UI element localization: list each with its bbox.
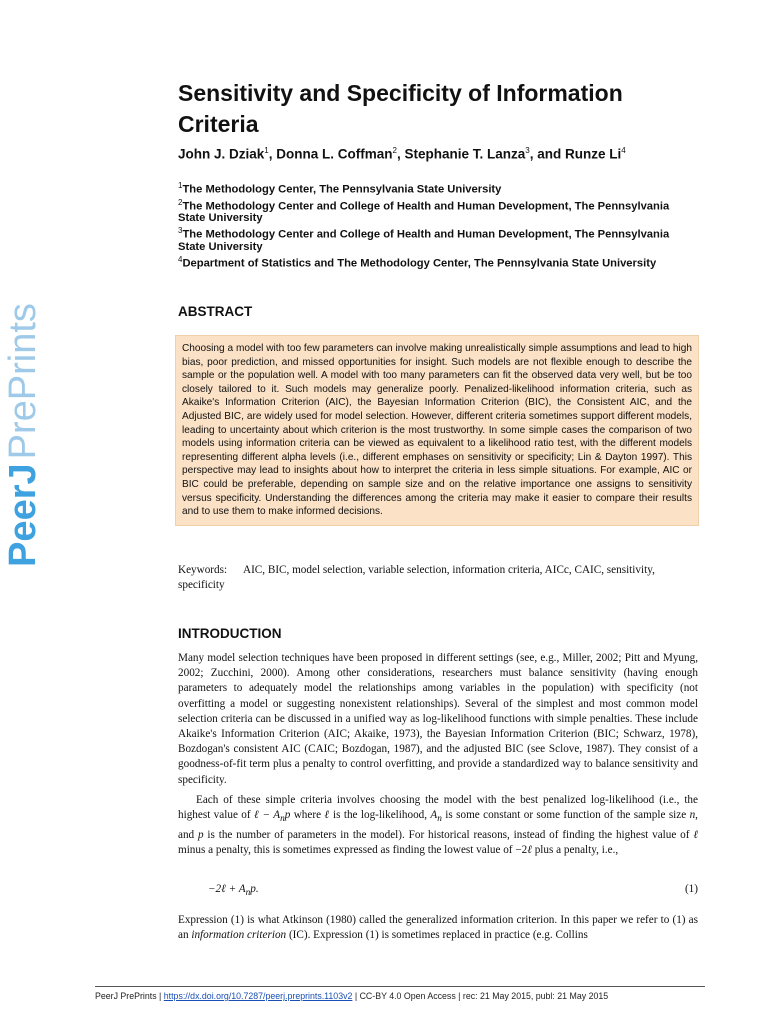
author-name: Runze Li xyxy=(564,146,622,162)
text-run: Expression (1) is what Atkinson (1980) called the generalized information criterion. In this paper we refer to (1) as an xyxy=(178,914,698,942)
author-separator: , xyxy=(396,146,405,162)
author-separator: , and xyxy=(529,146,565,162)
author-name: John J. Dziak xyxy=(178,146,265,162)
math-run: p xyxy=(198,828,204,841)
equation-subscript: n xyxy=(245,888,251,899)
author-name: Donna L. Coffman xyxy=(276,146,393,162)
affiliation-text: The Methodology Center and College of Health and Human Development, The Pennsylvania State University xyxy=(178,200,670,225)
affiliation-sup: 4 xyxy=(178,255,183,265)
math-run: ℓ xyxy=(693,828,698,841)
math-run: ℓ xyxy=(527,843,532,856)
affiliation xyxy=(178,225,698,253)
text-run: where xyxy=(290,809,325,822)
page-footer xyxy=(95,986,705,1001)
equation-part: −2ℓ + A xyxy=(208,883,246,895)
affiliation-text: The Methodology Center, The Pennsylvania State University xyxy=(182,183,502,196)
body-paragraph xyxy=(178,913,698,943)
author-sup: 1 xyxy=(264,146,269,155)
author-list xyxy=(178,146,698,162)
text-run: minus a penalty, this is sometimes expressed as finding the lowest value of −2 xyxy=(178,843,528,856)
author-sup: 2 xyxy=(392,146,397,155)
text-run: is the number of parameters in the model). For historical reasons, instead of finding the highest value of xyxy=(203,828,694,841)
author-sup: 4 xyxy=(621,146,626,155)
text-run: Each of these simple criteria involves choosing the model with the best penalized log-likelihood (i.e., the highest value of xyxy=(178,794,698,822)
equation-number: (1) xyxy=(684,883,698,895)
text-run: , and xyxy=(178,809,698,841)
math-run: n xyxy=(689,809,696,822)
math-run: p xyxy=(284,809,291,822)
math-run: ℓ − A xyxy=(253,809,281,822)
author-name: Stephanie T. Lanza xyxy=(404,146,526,162)
affiliation-sup: 1 xyxy=(178,181,183,190)
math-run: ℓ xyxy=(324,809,330,822)
author-sup: 3 xyxy=(525,146,530,155)
affiliation-text: The Methodology Center and College of Health and Human Development, The Pennsylvania State University xyxy=(178,229,670,254)
emphasis-run: information criterion xyxy=(191,929,287,942)
keywords-label: Keywords: xyxy=(178,564,228,576)
introduction-heading: INTRODUCTION xyxy=(178,626,282,641)
body-paragraph xyxy=(178,793,698,858)
abstract-heading: ABSTRACT xyxy=(178,304,253,319)
affiliation xyxy=(178,197,698,225)
affiliation-sup: 3 xyxy=(178,226,183,236)
text-run: plus a penalty, i.e., xyxy=(531,843,619,856)
footer-source: PeerJ PrePrints | xyxy=(95,991,164,1001)
keywords xyxy=(178,563,698,593)
affiliation-sup: 2 xyxy=(178,197,183,207)
brand-j: J xyxy=(2,463,44,485)
math-subscript: n xyxy=(437,814,442,825)
equation-1 xyxy=(178,883,698,899)
author-separator: , xyxy=(268,146,277,162)
math-subscript: n xyxy=(280,814,285,825)
equation-part: p. xyxy=(250,883,259,895)
doi-link[interactable]: https://dx.doi.org/10.7287/peerj.preprints.1103v2 xyxy=(163,991,353,1001)
abstract-box: Choosing a model with too few parameters can involve making unrealistically simple assumptions and lead to high bias, poor prediction, and missed opportunities for insight. Such models are not flexible enough to describe the sample or the population well. A model with too many parameters can fit the observed data very well, but be too closely tailored to it. Such models may generalize poorly. Penalized-likelihood information criteria, such as Akaike's Information Criterion (AIC), the Bayesian Information Criterion (BIC), the Consistent AIC, and the Adjusted BIC, are widely used for model selection. However, different criteria sometimes support different models, leading to uncertainty about which criterion is the most trustworthy. In some simple cases the comparison of two models using information criteria can be viewed as equivalent to a likelihood ratio test, with the different models representing different alpha levels (i.e., different emphases on sensitivity or specificity; Lin & Dayton 1997). This perspective may lead to insights about how to interpret the criteria in less simple situations. For example, AIC or BIC could be preferable, depending on sample size and on the relative importance one assigns to sensitivity versus specificity. Understanding the differences among the criteria may make it easier to compare their results and to use them to make informed decisions. xyxy=(175,335,699,526)
equation-expression xyxy=(208,883,259,898)
affiliation xyxy=(178,180,698,196)
text-run: (IC). Expression (1) is sometimes replaced in practice (e.g. Collins xyxy=(286,929,588,942)
brand-preprints: PrePrints xyxy=(2,303,44,460)
footer-license: | CC-BY 4.0 Open Access | rec: 21 May 2015, publ: 21 May 2015 xyxy=(352,991,609,1001)
brand-peer: Peer xyxy=(2,484,44,567)
keywords-list: AIC, BIC, model selection, variable selection, information criteria, AICc, CAIC, sensitivity, specificity xyxy=(178,564,655,591)
affiliation-text: Department of Statistics and The Methodology Center, The Pennsylvania State University xyxy=(182,257,657,270)
affiliation xyxy=(178,254,698,270)
text-run: is the log-likelihood, xyxy=(329,809,431,822)
peerj-preprints-watermark xyxy=(0,300,46,570)
text-run: is some constant or some function of the sample size xyxy=(441,809,690,822)
math-run: A xyxy=(430,809,438,822)
affiliation-list xyxy=(178,180,698,271)
paper-title: Sensitivity and Specificity of Information Criteria xyxy=(178,80,623,137)
body-paragraph: Many model selection techniques have been proposed in different settings (see, e.g., Miller, 2002; Pitt and Myung, 2002; Zucchini, 2000). Among other considerations, researchers must balance sensitivity (having enough parameters to adequately model the relationships among variables in the population) with specificity (not overfitting a model or suggesting nonexistent relationships). Several of the simplest and most common model selection criteria can be discussed in a unified way as log-likelihood functions with simple penalties. These include Akaike's Information Criterion (AIC; Akaike, 1973), the Bayesian Information Criterion (BIC; Schwarz, 1978), Bozdogan's consistent AIC (CAIC; Bozdogan, 1987), and the adjusted BIC (see Sclove, 1987). They consist of a goodness-of-fit term plus a penalty to control overfitting, and provide a standardized way to balance sensitivity and specificity. xyxy=(178,652,698,786)
